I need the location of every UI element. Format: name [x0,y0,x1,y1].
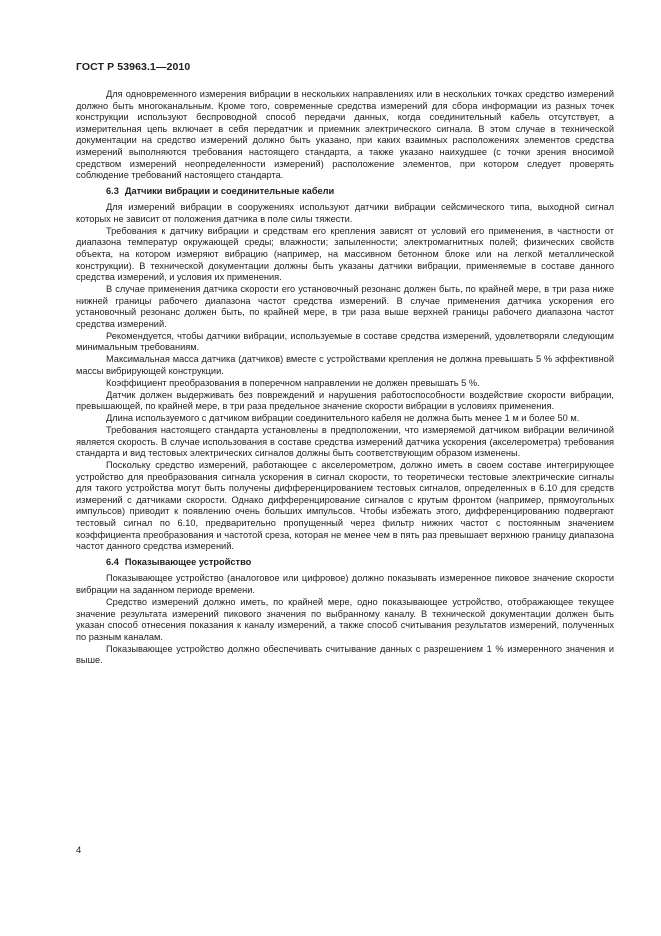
paragraph: Показывающее устройство должно обеспечивать считывание данных с разрешением 1 % измеренного значения и выше. [76,643,614,666]
paragraph: Датчик должен выдерживать без повреждений и нарушения работоспособности воздействие скорости вибрации, превышающей, по крайней мере, в три раза предельное значение скорости вибрации в условиях применения. [76,389,614,412]
paragraph: Средство измерений должно иметь, по крайней мере, одно показывающее устройство, отображающее текущее значение результата измерений пикового значения по выбранному каналу. В технической документации должен быть указан способ отнесения показания к каналу измерений, а также способ считывания результатов измерений, полученных по разным каналам. [76,596,614,642]
paragraph: В случае применения датчика скорости его установочный резонанс должен быть, по крайней мере, в три раза ниже нижней границы рабочего диапазона частот средства измерений. В случае применения датчика ускорения его установочный резонанс должен быть, по крайней мере, в три раза выше верхней границы рабочего диапазона частот средства измерений. [76,284,614,329]
paragraph: Для измерений вибрации в сооружениях используют датчики вибрации сейсмического типа, выходной сигнал которых не зависит от положения датчика в поле силы тяжести. [76,202,614,224]
paragraph: Длина используемого с датчиком вибрации соединительного кабеля не должна быть менее 1 м и более 50 м. [106,413,580,424]
document-header: ГОСТ Р 53963.1—2010 [76,61,191,73]
section-number: 6.4 [106,556,119,567]
paragraph: Максимальная масса датчика (датчиков) вместе с устройствами крепления не должна превышать 5 % эффективной массы вибрирующей конструкции. [76,354,614,376]
paragraph: Поскольку средство измерений, работающее с акселерометром, должно иметь в своем составе интегрирующее устройство для преобразования сигнала ускорения в сигнал скорости, то теоретически тестовые электрические сигналы для такого устройства могут быть получены дифференцированием тестовых сигналов, определенных в 6.10 для средств измерений с датчиками скорости. Однако дифференцирование сигналов с крутым фронтом (например, прямоугольных импульсов) приводит к появлению очень больших импульсов. Чтобы избежать этого, дифференцированию подвергают тестовый сигнал по 6.10, предварительно пропущенный через фильтр нижних частот с постоянным значением коэффициента преобразования и частотой среза, которая не менее чем в пять раз превышает верхнюю границу диапазона частот данного средства измерений. [76,460,614,552]
paragraph: Показывающее устройство (аналоговое или цифровое) должно показывать измеренное пиковое значение скорости вибрации на заданном периоде времени. [76,573,614,596]
section-number: 6.3 [106,185,119,196]
paragraph: Рекомендуется, чтобы датчики вибрации, используемые в составе средства измерений, удовлетворяли следующим минимальным требованиям. [76,330,614,353]
section-title: Датчики вибрации и соединительные кабели [124,185,335,196]
paragraph: Коэффициент преобразования в поперечном направлении не должен превышать 5 %. [106,377,480,388]
section-heading-6-4 [106,557,614,569]
section-heading-6-3 [106,186,614,198]
page-number: 4 [76,845,82,856]
paragraph: Требования к датчику вибрации и средствам его крепления зависят от условий его применения, в частности от диапазона температур окружающей среды; влажности; запыленности; электромагнитных полей; физических свойств объекта, на котором измеряют вибрацию (например, на массивном бетонном блоке или на легкой металлической конструкции). В технической документации должны быть указаны датчики вибрации, применяемые в составе данного средства измерений, и условия их применения. [76,225,614,283]
paragraph: Требования настоящего стандарта установлены в предположении, что измеряемой датчиком вибрации величиной является скорость. В случае использования в составе средства измерений датчика ускорения (акселерометра) требования стандарта и вид тестовых электрических сигналов должны быть соответствующим образом изменены. [76,425,614,459]
paragraph: Для одновременного измерения вибрации в нескольких направлениях или в нескольких точках средство измерений должно быть многоканальным. Кроме того, современные средства измерений для сбора информации из разных точек конструкции используют беспроводной способ передачи данных, когда соединительный кабель отсутствует, а измерительная цепь включает в себя передатчик и приемник электрического сигнала. В этом случае в технической документации на средство измерений должно быть указано, при каких взаимных расположениях элементов средства измерений выполняются требования настоящего стандарта, а также указано наихудшее (с точки зрения вносимой средством измерений неопределенности измерений) расположение элементов, при котором следует проверять соблюдение требований настоящего стандарта. [76,89,614,181]
document-body [76,89,614,667]
section-title: Показывающее устройство [124,556,252,567]
